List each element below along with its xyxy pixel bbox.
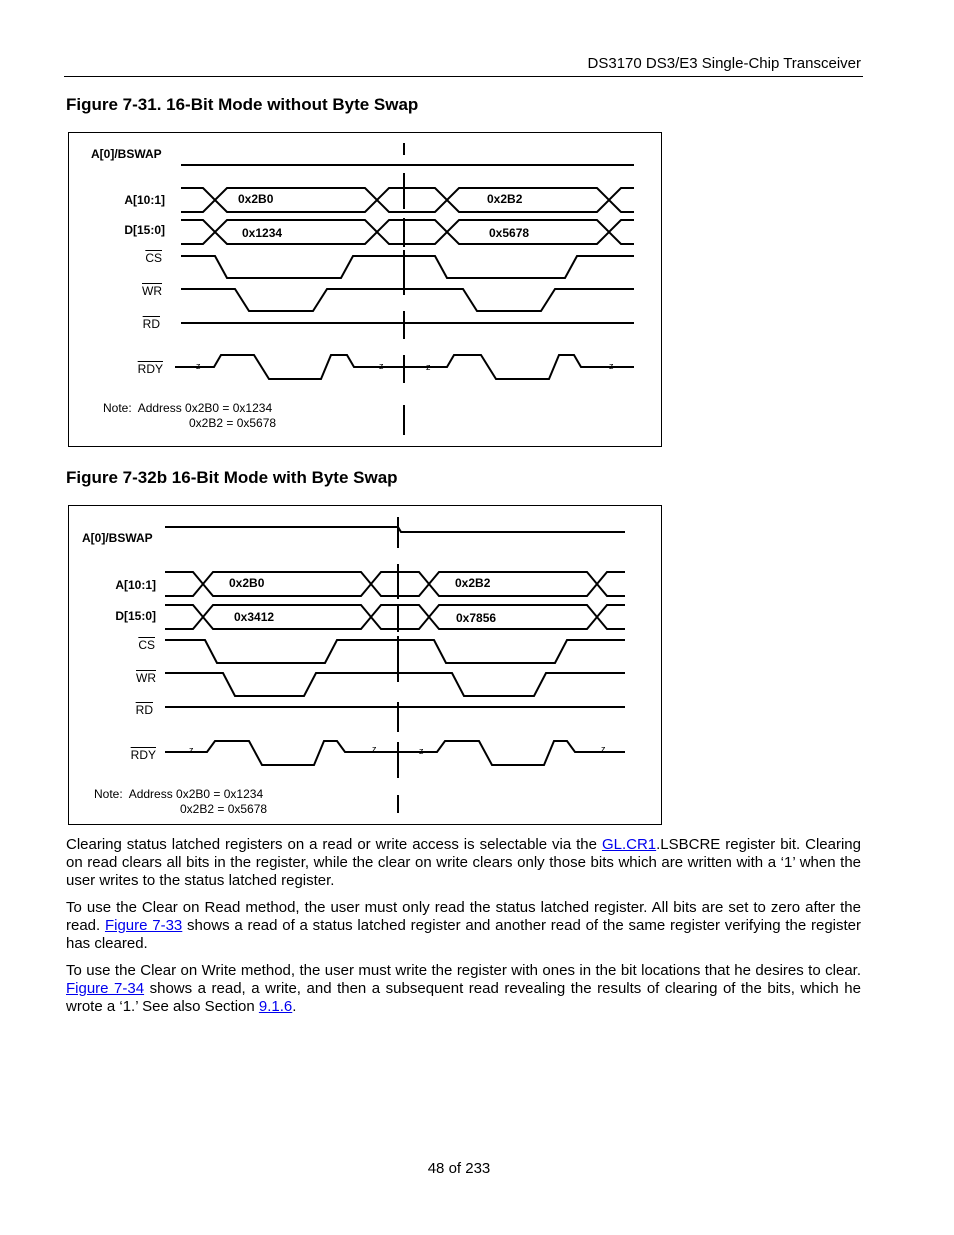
link-gl-cr1[interactable]: GL.CR1 <box>601 836 657 853</box>
rdy-z-3: z <box>426 362 431 372</box>
addr-value-2: 0x2B2 <box>455 576 491 590</box>
rdy-waveform <box>165 741 625 765</box>
signal-label-bswap: A[0]/BSWAP <box>91 147 162 161</box>
header-rule <box>64 76 863 77</box>
paragraph-clear-latched <box>66 836 861 890</box>
wr-waveform <box>165 673 625 696</box>
signal-label-data: D[15:0] <box>115 609 156 623</box>
addr-value-2: 0x2B2 <box>487 192 523 206</box>
rdy-z-1: z <box>196 361 201 371</box>
wr-waveform <box>181 289 634 311</box>
data-value-1: 0x3412 <box>234 610 275 624</box>
data-value-1: 0x1234 <box>242 226 283 240</box>
note-line-2: 0x2B2 = 0x5678 <box>189 416 277 430</box>
signal-label-addr: A[10:1] <box>124 193 165 207</box>
addr-value-1: 0x2B0 <box>238 192 274 206</box>
data-value-2: 0x5678 <box>489 226 530 240</box>
signal-label-rdy: $\overline{RDY}$ <box>130 748 156 762</box>
signal-label-wr: $\overline{WR}$ <box>142 284 162 298</box>
timing-diagram-byte-swap <box>68 505 662 825</box>
page-number: 48 of 233 <box>427 1160 491 1177</box>
para3-text-b: shows a read, a write, and then a subsequent read revealing the results of clearing of the bits, which he wrote a ‘1.’ See also Section <box>66 980 861 1015</box>
figure-7-31-title: Figure 7-31. 16-Bit Mode without Byte Swap <box>66 95 419 114</box>
timing-diagram-no-swap <box>68 132 662 447</box>
signal-label-rd: $\overline{RD}$ <box>142 317 160 331</box>
signal-label-bswap: A[0]/BSWAP <box>82 531 153 545</box>
link-section-9-1-6[interactable]: 9.1.6 <box>258 998 293 1015</box>
rdy-z-2: z <box>379 361 384 371</box>
addr-value-1: 0x2B0 <box>229 576 265 590</box>
signal-label-cs: $\overline{CS}$ <box>138 638 155 652</box>
rdy-z-2: z <box>372 744 377 754</box>
note-line-1: Note: Address 0x2B0 = 0x1234 <box>103 401 273 415</box>
signal-label-rd: $\overline{RD}$ <box>135 703 153 717</box>
link-figure-7-34[interactable]: Figure 7-34 <box>66 980 145 997</box>
para2-text-b: shows a read of a status latched register and another read of the same register verifying the register has cleared. <box>66 917 861 952</box>
para2-text-a: To use the Clear on Read method, the user must only read the status latched register. All bits are set to zero after the read. <box>66 899 861 934</box>
timing-waveforms-byte-swap <box>69 506 663 826</box>
para1-text-a: Clearing status latched registers on a read or write access is selectable via the <box>66 836 602 853</box>
paragraph-clear-on-read <box>66 899 861 953</box>
signal-label-rdy: $\overline{RDY}$ <box>137 362 163 376</box>
bswap-waveform <box>165 527 625 532</box>
page-header: DS3170 DS3/E3 Single-Chip Transceiver <box>587 55 861 72</box>
note-line-1: Note: Address 0x2B0 = 0x1234 <box>94 787 264 801</box>
cs-waveform <box>181 256 634 278</box>
rdy-z-3: z <box>419 746 424 756</box>
signal-label-cs: $\overline{CS}$ <box>145 251 162 265</box>
signal-label-addr: A[10:1] <box>115 578 156 592</box>
link-figure-7-33[interactable]: Figure 7-33 <box>104 917 183 934</box>
cs-waveform <box>165 640 625 663</box>
rdy-z-4: z <box>609 361 614 371</box>
signal-label-wr: $\overline{WR}$ <box>136 671 156 685</box>
signal-label-data: D[15:0] <box>124 223 165 237</box>
rdy-z-1: z <box>189 745 194 755</box>
data-value-2: 0x7856 <box>456 611 497 625</box>
rdy-z-4: z <box>601 744 606 754</box>
para3-text-c: . <box>292 998 297 1015</box>
para1-text-b: .LSBCRE register bit. Clearing on read clears all bits in the register, while the clear on write clears only those bits which are written with a ‘1’ when the user writes to the status latched register. <box>66 836 861 889</box>
paragraph-clear-on-write <box>66 962 861 1016</box>
figure-7-32b-title: Figure 7-32b 16-Bit Mode with Byte Swap <box>66 468 398 487</box>
note-line-2: 0x2B2 = 0x5678 <box>180 802 268 816</box>
para3-text-a: To use the Clear on Write method, the user must write the register with ones in the bit locations that he desires to clear. <box>66 962 861 979</box>
